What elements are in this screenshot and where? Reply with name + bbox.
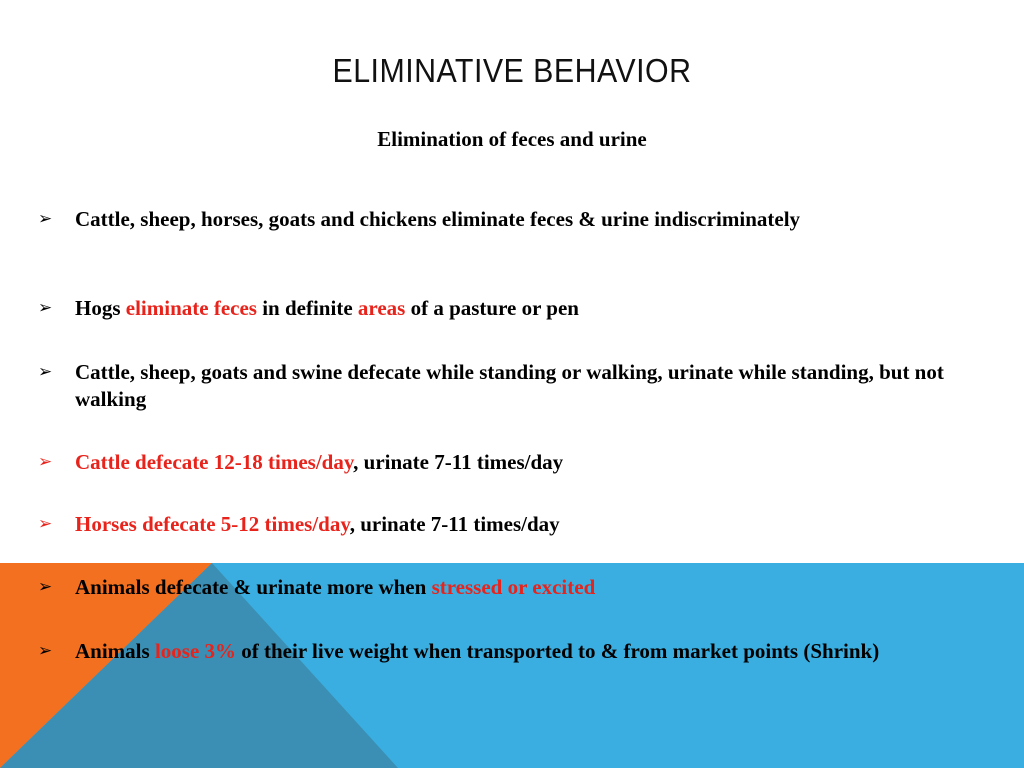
bullet-text-segment: of their live weight when transported to & from market points (Shrink) bbox=[236, 639, 880, 663]
bullet-item bbox=[38, 511, 958, 538]
bullet-text bbox=[75, 511, 958, 538]
bullet-text bbox=[75, 638, 958, 665]
arrowhead-bullet-icon: ➢ bbox=[38, 641, 53, 661]
arrowhead-bullet-icon: ➢ bbox=[38, 514, 53, 534]
bullet-text-segment: Animals bbox=[75, 639, 155, 663]
highlight-text: eliminate feces bbox=[125, 296, 257, 320]
bullet-text bbox=[75, 574, 958, 601]
bullet-item bbox=[38, 449, 958, 476]
bullet-text bbox=[75, 206, 958, 233]
bullet-text-segment: Cattle, sheep, horses, goats and chickens eliminate feces & urine indiscriminately bbox=[75, 207, 801, 231]
highlight-text: Cattle defecate 12-18 times/day bbox=[75, 450, 354, 474]
arrowhead-bullet-icon: ➢ bbox=[38, 362, 53, 382]
bullet-text bbox=[75, 295, 958, 322]
bullet-text-segment: Animals defecate & urinate more when bbox=[75, 575, 432, 599]
bullet-item bbox=[38, 295, 958, 322]
highlight-text: stressed or excited bbox=[431, 575, 596, 599]
bullet-text-segment: Cattle, sheep, goats and swine defecate while standing or walking, urinate while standing, but not walking bbox=[75, 360, 944, 411]
highlight-text: Horses defecate 5-12 times/day bbox=[75, 512, 350, 536]
bullet-item bbox=[38, 574, 958, 601]
bullet-text-segment: Hogs bbox=[75, 296, 126, 320]
bullet-text-segment: of a pasture or pen bbox=[405, 296, 579, 320]
bullet-text bbox=[75, 449, 958, 476]
arrowhead-bullet-icon: ➢ bbox=[38, 577, 53, 597]
bullet-item bbox=[38, 206, 958, 233]
arrowhead-bullet-icon: ➢ bbox=[38, 209, 53, 229]
bullet-text-segment: , urinate 7-11 times/day bbox=[353, 450, 564, 474]
bullet-item bbox=[38, 638, 958, 665]
slide-title: ELIMINATIVE BEHAVIOR bbox=[332, 52, 692, 89]
highlight-text: areas bbox=[357, 296, 406, 320]
bullet-text-segment: in definite bbox=[256, 296, 358, 320]
arrowhead-bullet-icon: ➢ bbox=[38, 298, 53, 318]
slide-subtitle: Elimination of feces and urine bbox=[377, 127, 647, 151]
bullet-item bbox=[38, 359, 958, 413]
bullet-text bbox=[75, 359, 958, 413]
arrowhead-bullet-icon: ➢ bbox=[38, 452, 53, 472]
bullet-text-segment: , urinate 7-11 times/day bbox=[349, 512, 560, 536]
highlight-text: loose 3% bbox=[154, 639, 237, 663]
